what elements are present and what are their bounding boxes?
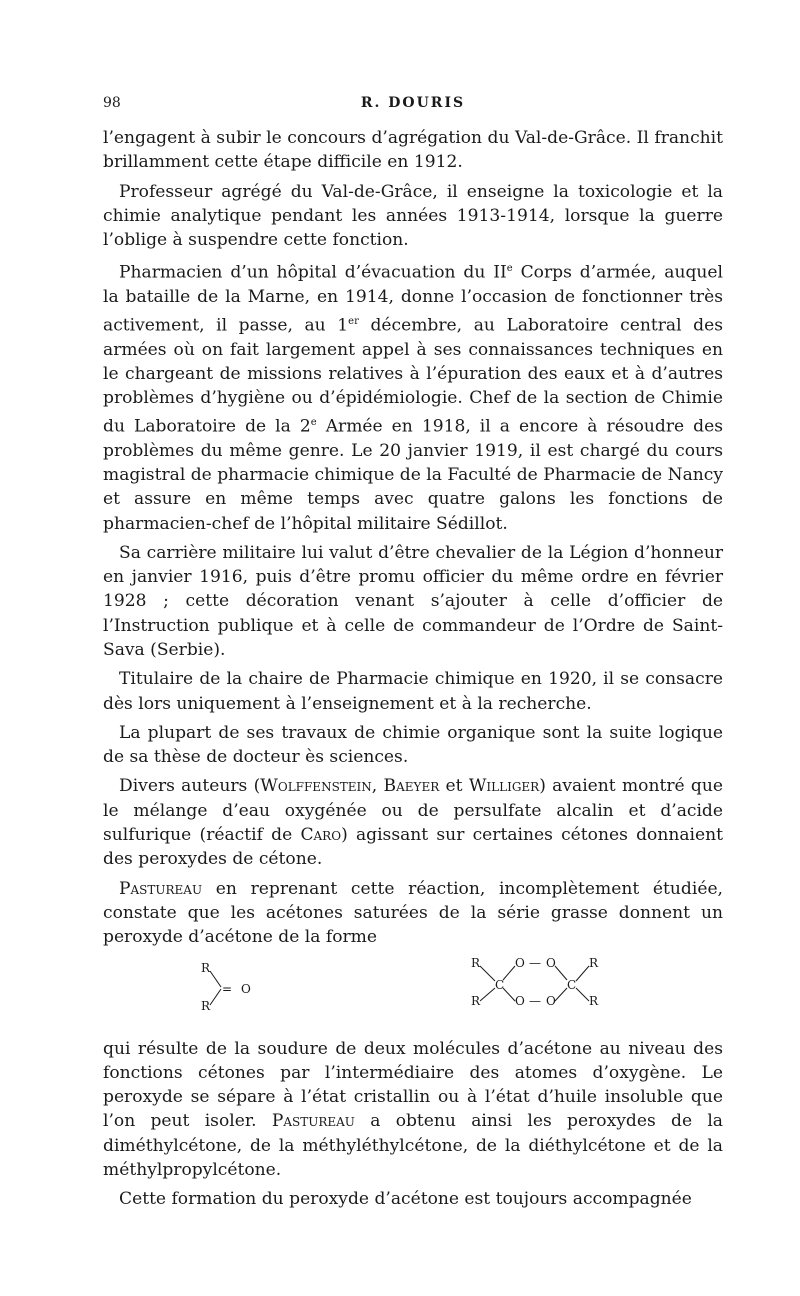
- p3-superscript-1: e: [506, 263, 513, 275]
- peroxide-bond-r3: [576, 966, 589, 981]
- paragraph-6: La plupart de ses travaux de chimie organique sont la suite logique de sa thèse de docteur ès sciences.: [103, 722, 723, 768]
- paragraph-8: [103, 877, 723, 950]
- p7-text-d: ) avaient montré que le mélange d’eau oxygénée ou de persulfate alcalin et d’acide sulfurique (réactif de: [103, 776, 723, 846]
- peroxide-r3: R: [589, 955, 599, 970]
- running-head: R. DOURIS: [360, 95, 466, 111]
- p3-text-e: décembre, au Laboratoire central des armées où on fait largement appel à ses connaissances techniques en le chargeant de missions relatives à l’épuration des eaux et à d’autres problèmes d’hygiène ou d’épidémiologie. Chef de la section de Chimie du Laboratoire de la 2: [103, 315, 723, 437]
- p3-text-g: Armée en 1918, il a encore à résoudre des problèmes du même genre. Le 20 janvier 1919, il est chargé du cours magistral de pharmacie chimique de la Faculté de Pharmacie de Nancy et assure en même temps avec quatre galons les fonctions de pharmacien-chef de l’hôpital militaire Sédillot.: [103, 416, 723, 534]
- peroxide-r1: R: [471, 955, 481, 970]
- paragraph-1: l’engagent à subir le concours d’agrégation du Val-de-Grâce. Il franchit brillamment cette étape difficile en 1912.: [103, 128, 723, 173]
- ketone-oxygen: O: [241, 981, 251, 996]
- ketone-double-bond: =: [222, 981, 233, 996]
- chemical-formulas: [103, 955, 723, 1031]
- p3-text-c: Corps d’armée, auquel la bataille de la Marne, en 1914, donne l’occasion de fonctionner très activement, il passe, au 1: [103, 263, 724, 336]
- p7-text-e: ) agissant sur certaines cétones donnaient des peroxydes de cétone.: [103, 825, 723, 870]
- paragraph-4: Sa carrière militaire lui valut d’être chevalier de la Légion d’honneur en janvier 1916, puis d’être promu officier du même ordre en février 1928 ; cette décoration venant s’ajouter à celle d’officier de l’Instruction publique et à celle de commandeur de l’Ordre de Saint-Sava (Serbie).: [103, 542, 723, 660]
- p9-text-a: qui résulte de la soudure de deux molécules d’acétone au niveau des fonctions cétones par l’intermédiaire des atomes d’oxygène. Le peroxyde se sépare à l’état cristallin ou à l’état d’huile insoluble que l’on peut isoler.: [103, 1038, 723, 1132]
- ketone-bond-bottom: [210, 989, 221, 1005]
- author-pastureau: Pastureau: [119, 878, 203, 899]
- author-caro: Caro: [300, 825, 342, 846]
- p9-text-b: a obtenu ainsi les peroxydes de la diméthylcétone, de la méthyléthylcétone, de la diéthylcétone et de la méthylpropylcétone.: [103, 1111, 723, 1181]
- p7-text-c: et: [439, 776, 469, 797]
- peroxide-dash-bottom: —: [529, 993, 541, 1008]
- peroxide-r4: R: [589, 993, 599, 1008]
- p7-text-b: ,: [371, 776, 384, 797]
- peroxide-c1: C: [495, 977, 505, 992]
- author-pastureau-2: Pastureau: [271, 1111, 355, 1132]
- author-baeyer: Baeyer: [383, 776, 440, 797]
- peroxide-r2: R: [471, 993, 481, 1008]
- peroxide-bond-r2: [480, 988, 495, 1001]
- ketone-formula: [193, 955, 313, 1031]
- peroxide-o1: O: [515, 955, 525, 970]
- paragraph-10: Cette formation du peroxyde d’acétone est toujours accompagnée: [119, 1189, 692, 1210]
- peroxide-o3: O: [515, 993, 525, 1008]
- peroxide-o2: O: [546, 955, 556, 970]
- peroxide-formula: [471, 955, 671, 1031]
- paragraph-9: [103, 1037, 723, 1183]
- p7-text-a: Divers auteurs (: [119, 776, 261, 797]
- p8-text: en reprenant cette réaction, incomplètement étudiée, constate que les acétones saturées de la série grasse donnent un peroxyde d’acétone de la forme: [103, 878, 723, 948]
- peroxide-bond-r4: [576, 988, 589, 1001]
- paragraph-3: [103, 257, 723, 535]
- p3-superscript-3: e: [310, 416, 317, 428]
- p3-text-a: Pharmacien d’un hôpital d’évacuation du II: [119, 263, 507, 284]
- paragraph-5: Titulaire de la chaire de Pharmacie chimique en 1920, il se consacre dès lors uniquement à l’enseignement et à la recherche.: [103, 669, 723, 714]
- peroxide-bond-c1-o3: [503, 988, 515, 1001]
- paragraph-2: Professeur agrégé du Val-de-Grâce, il enseigne la toxicologie et la chimie analytique pendant les années 1913-1914, lorsque la guerre l’oblige à suspendre cette fonction.: [103, 181, 723, 251]
- paragraph-7: [103, 774, 723, 871]
- author-wolffenstein: Wolffenstein: [260, 776, 372, 797]
- page-header: [103, 95, 723, 119]
- peroxide-bond-c1-o1: [503, 966, 515, 980]
- peroxide-o4: O: [546, 993, 556, 1008]
- body-text: [103, 126, 723, 1217]
- author-williger: Williger: [468, 776, 540, 797]
- ketone-r-bottom: R: [201, 998, 211, 1013]
- peroxide-dash-top: —: [529, 955, 541, 970]
- ketone-bond-top: [210, 971, 221, 987]
- peroxide-bond-r1: [480, 966, 495, 981]
- peroxide-bond-o2-c2: [555, 966, 567, 980]
- ketone-r-top: R: [201, 960, 211, 975]
- peroxide-c2: C: [567, 977, 577, 992]
- p3-superscript-2: er: [348, 315, 359, 327]
- peroxide-bond-o4-c2: [555, 988, 567, 1001]
- page-number: 98: [103, 95, 121, 111]
